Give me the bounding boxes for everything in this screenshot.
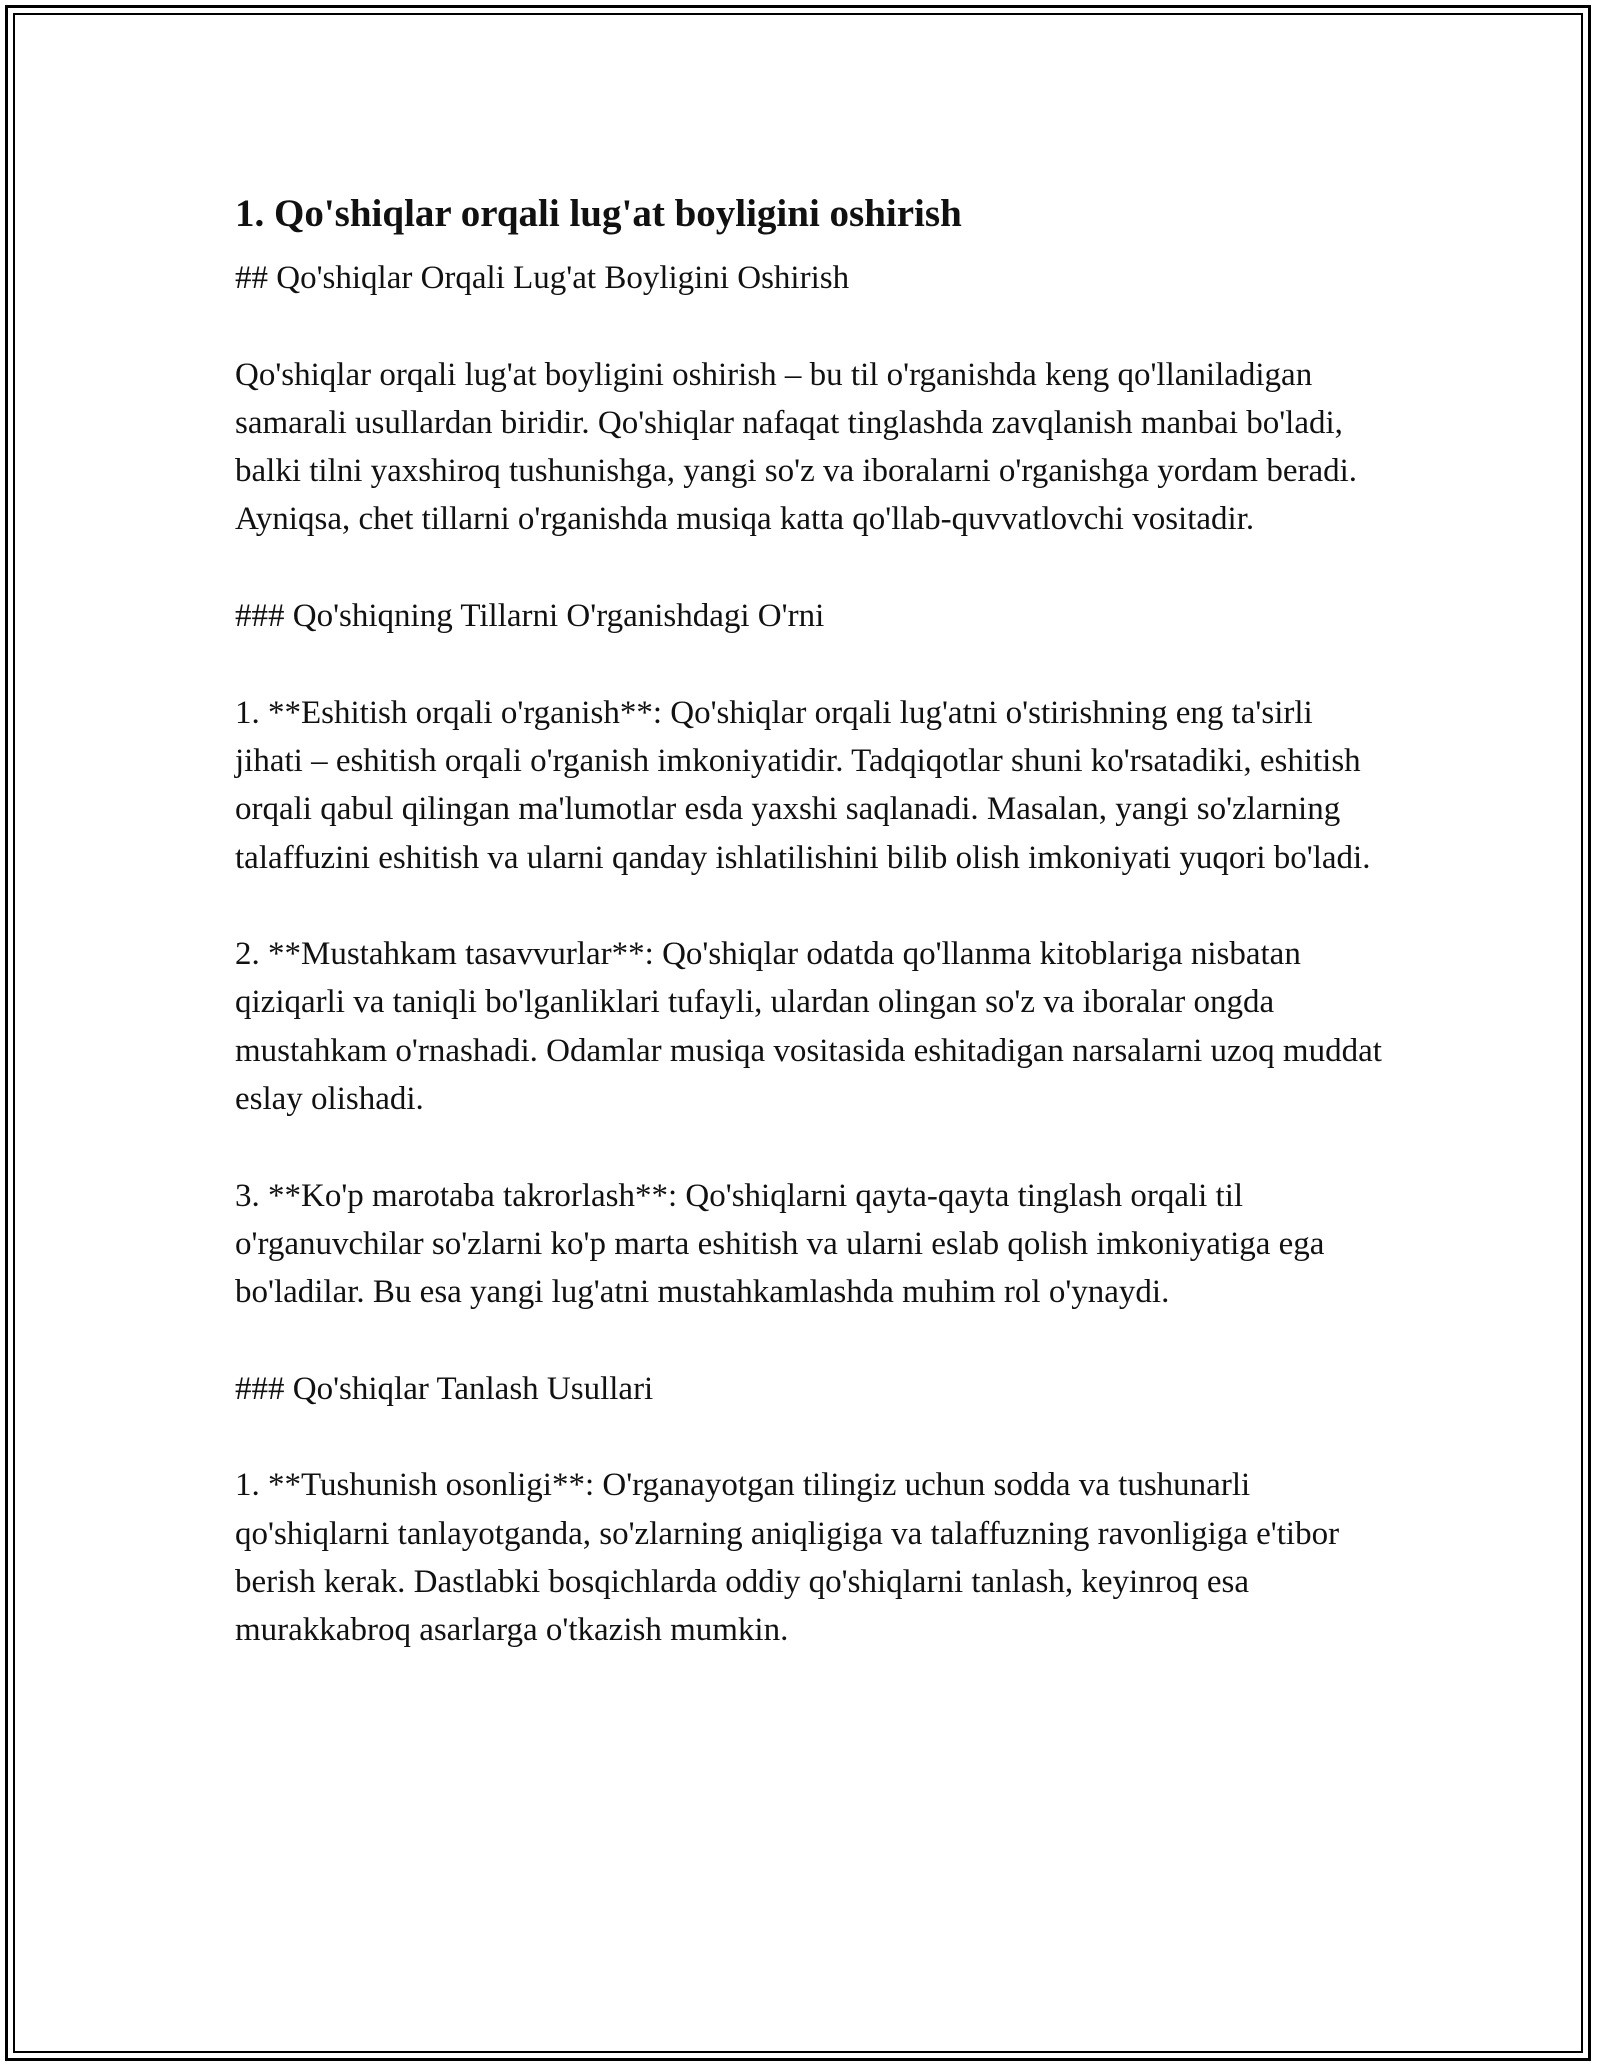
list-item: 3. **Ko'p marotaba takrorlash**: Qo'shiqlarni qayta-qayta tinglash orqali til o'rganuvchilar so'zlarni ko'p marta eshitish va ularni eslab qolish imkoniyatiga ega bo'ladilar. Bu esa yangi lug'atni mustahkamlashda muhim rol o'ynaydi. <box>235 1177 1333 1311</box>
subsection-heading: ### Qo'shiqlar Tanlash Usullari <box>235 1370 654 1407</box>
section-heading: ## Qo'shiqlar Orqali Lug'at Boyligini Oshirish <box>235 260 850 296</box>
list-item: 2. **Mustahkam tasavvurlar**: Qo'shiqlar odatda qo'llanma kitoblariga nisbatan qiziqarli va taniqli bo'lganliklari tufayli, ulardan olingan so'z va iboralar ongda mustahkam o'rnashadi. Odamlar musiqa vositasida eshitadigan narsalarni uzoq muddat eslay olishadi. <box>235 936 1391 1118</box>
list-item: 1. **Tushunish osonligi**: O'rganayotgan tilingiz uchun sodda va tushunarli qo'shiqlarni tanlayotganda, so'zlarning aniqligiga va talaffuzning ravonligiga e'tibor berish kerak. Dastlabki bosqichlarda oddiy qo'shiqlarni tanlash, keyinroq esa murakkabroq asarlarga o'tkazish mumkin. <box>235 1467 1348 1649</box>
subsection-heading: ### Qo'shiqning Tillarni O'rganishdagi O'rni <box>235 598 825 635</box>
intro-paragraph: Qo'shiqlar orqali lug'at boyligini oshirish – bu til o'rganishda keng qo'llaniladigan samarali usullardan biridir. Qo'shiqlar nafaqat tinglashda zavqlanish manbai bo'ladi, balki tilni yaxshiroq tushunishga, yangi so'z va iboralarni o'rganishga yordam beradi. Ayniqsa, chet tillarni o'rganishda musiqa katta qo'llab-quvvatlovchi vositadir. <box>235 356 1364 538</box>
document-body <box>235 184 1391 1655</box>
list-item: 1. **Eshitish orqali o'rganish**: Qo'shiqlar orqali lug'atni o'stirishning eng ta'sirli jihati – eshitish orqali o'rganish imkoniyatidir. Tadqiqotlar shuni ko'rsatadiki, eshitish orqali qabul qilingan ma'lumotlar esda yaxshi saqlanadi. Masalan, yangi so'zlarning talaffuzini eshitish va ularni qanday ishlatilishini bilib olish imkoniyati yuqori bo'ladi. <box>235 694 1371 876</box>
document-title: 1. Qo'shiqlar orqali lug'at boyligini oshirish <box>235 192 962 235</box>
